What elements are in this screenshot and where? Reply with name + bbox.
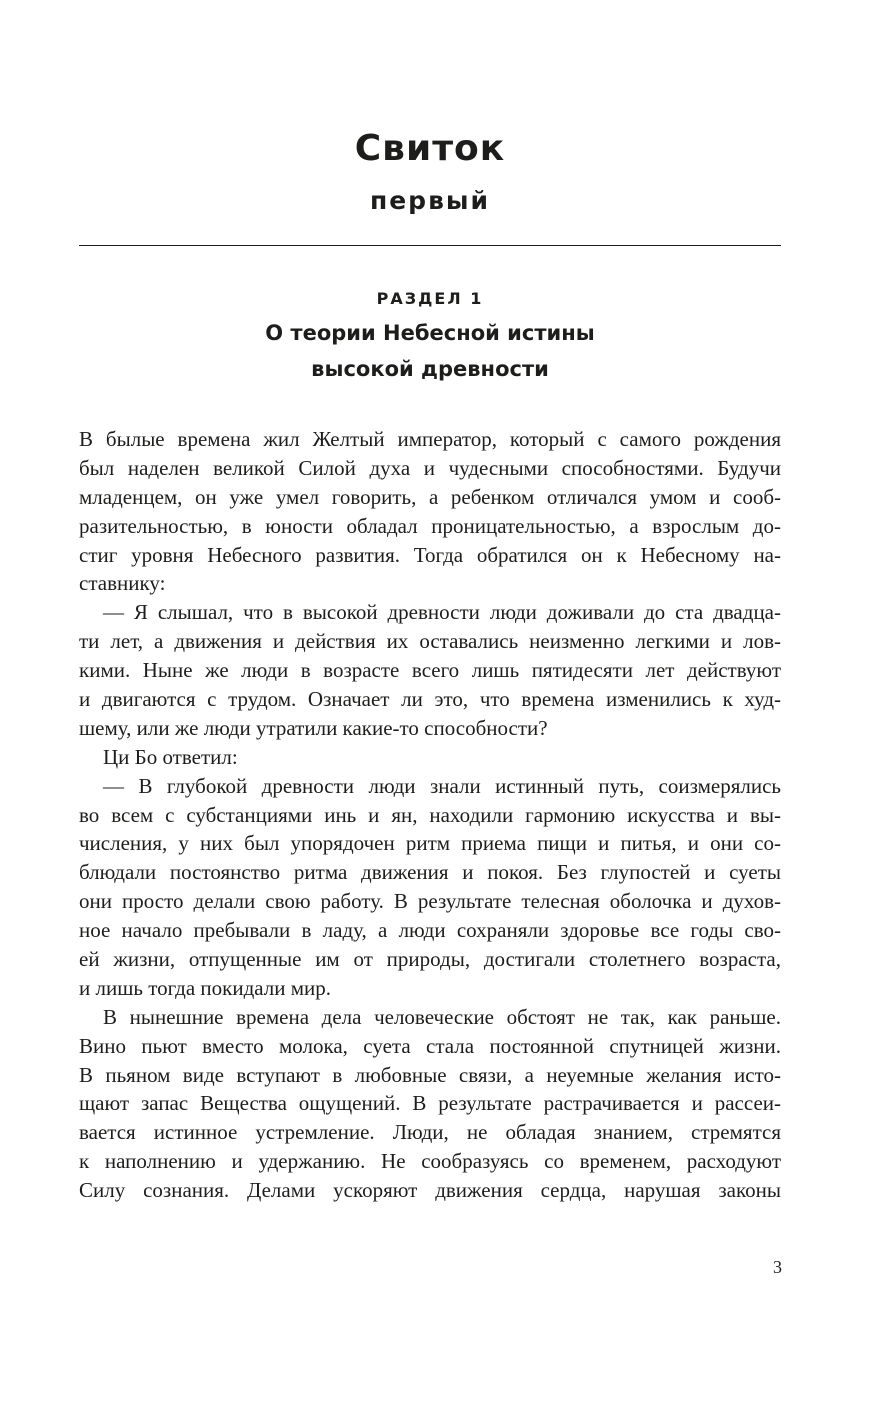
body-line: В былые времена жил Желтый император, который с самого рождения	[79, 427, 781, 451]
body-line: они просто делали свою работу. В результате телесная оболочка и духов-	[79, 889, 781, 914]
body-line: ное начало пребывали в ладу, а люди сохраняли здоровье все годы сво-	[79, 918, 781, 943]
chapter-divider	[79, 245, 781, 246]
body-line: кими. Ныне же люди в возрасте всего лишь пятидесяти лет действуют	[79, 658, 781, 683]
body-line: во всем с субстанциями инь и ян, находили гармонию искусства и вы-	[79, 802, 781, 827]
body-line: ти лет, а движения и действия их оставались неизменно легкими и лов-	[79, 629, 781, 654]
body-line: В нынешние времена дела человеческие обстоят не так, как раньше.	[103, 1004, 781, 1029]
section-title-line-1: О теории Небесной истины	[265, 321, 595, 345]
body-line: младенцем, он уже умел говорить, а ребенком отличался умом и сооб-	[79, 484, 781, 509]
page-number: 3	[773, 1257, 782, 1277]
body-line: Вино пьют вместо молока, суета стала постоянной спутницей жизни.	[79, 1033, 781, 1058]
body-line: В пьяном виде вступают в любовные связи, а неуемные желания исто-	[79, 1062, 781, 1087]
body-line: и двигаются с трудом. Означает ли это, что времена изменились к худ-	[79, 687, 781, 712]
body-line: вается истинное устремление. Люди, не обладая знанием, стремятся	[79, 1120, 781, 1145]
body-line: стиг уровня Небесного развития. Тогда обратился он к Небесному на-	[79, 542, 781, 567]
chapter-subtitle: первый	[369, 186, 491, 215]
body-line: ей жизни, отпущенные им от природы, достигали столетнего возраста,	[79, 947, 781, 972]
body-line: Силу сознания. Делами ускоряют движения сердца, нарушая законы	[79, 1178, 781, 1203]
body-line: щают запас Вещества ощущений. В результате растрачивается и рассеи-	[79, 1091, 781, 1116]
body-line: шему, или же люди утратили какие-то способности?	[79, 715, 548, 740]
body-line: — В глубокой древности люди знали истинный путь, соизмерялись	[103, 773, 781, 798]
chapter-title: Свиток	[354, 128, 506, 169]
body-line: блюдали постоянство ритма движения и покоя. Без глупостей и суеты	[79, 860, 781, 885]
body-line: — Я слышал, что в высокой древности люди доживали до ста двадца-	[103, 600, 781, 625]
section-label: РАЗДЕЛ 1	[376, 289, 484, 308]
body-line: числения, у них был упорядочен ритм приема пищи и питья, и они со-	[79, 831, 781, 856]
body-text	[79, 425, 781, 1205]
body-line: разительностью, в юности обладал проницательностью, а взрослым до-	[79, 513, 781, 538]
section-title-line-2: высокой древности	[311, 357, 549, 381]
body-line: Ци Бо ответил:	[103, 744, 238, 769]
body-line: был наделен великой Силой духа и чудесными способностями. Будучи	[79, 455, 781, 480]
body-line: ставнику:	[79, 571, 166, 596]
body-line: и лишь тогда покидали мир.	[79, 975, 332, 1000]
body-line: к наполнению и удержанию. Не сообразуясь со временем, расходуют	[79, 1149, 781, 1174]
